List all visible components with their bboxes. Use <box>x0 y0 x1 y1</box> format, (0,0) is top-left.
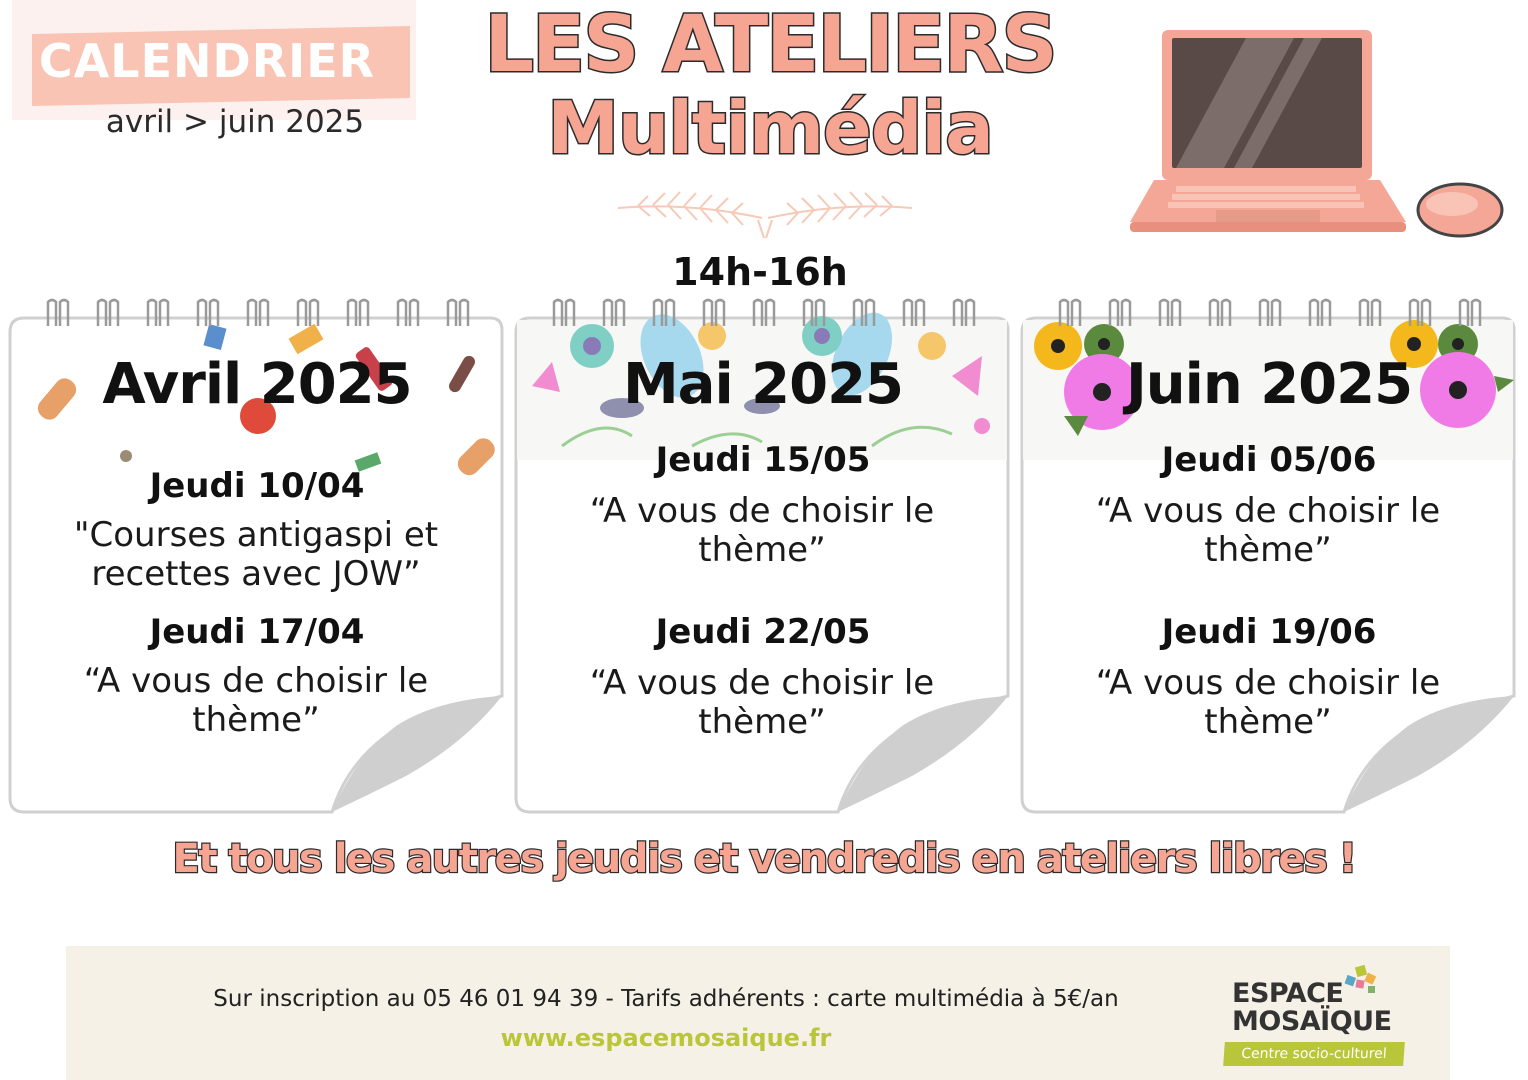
leaves-ornament-icon <box>618 188 912 248</box>
month-title: Mai 2025 <box>622 352 904 417</box>
mosaic-icon <box>1342 962 1382 998</box>
event-date: Jeudi 15/05 <box>655 440 871 480</box>
website-link[interactable]: www.espacemosaique.fr <box>500 1024 832 1052</box>
session-hours: 14h-16h <box>672 250 848 294</box>
espace-mosaique-logo <box>1224 962 1424 1062</box>
calendar-page-may <box>512 296 1014 816</box>
event-description: “A vous de choisir le thème” <box>589 663 935 742</box>
laptop-icon <box>1126 26 1506 240</box>
spiral-rings <box>512 296 1014 336</box>
month-title: Juin 2025 <box>1125 352 1413 417</box>
calendar-page-june <box>1018 296 1520 816</box>
page-title-line1: LES ATELIERS <box>484 0 1056 90</box>
spiral-rings <box>1018 296 1520 336</box>
spiral-rings <box>6 296 508 336</box>
event-date: Jeudi 22/05 <box>655 612 871 652</box>
registration-info: Sur inscription au 05 46 01 94 39 - Tarifs adhérents : carte multimédia à 5€/an <box>213 986 1119 1012</box>
calendar-page-april <box>6 296 508 816</box>
logo-tagline: Centre socio-culturel <box>1223 1042 1405 1066</box>
month-title: Avril 2025 <box>102 352 412 417</box>
logo-line2: MOSAÏQUE <box>1232 1006 1392 1037</box>
page-title-line2: Multimédia <box>547 86 993 170</box>
event-description: “A vous de choisir le thème” <box>1095 491 1441 570</box>
event-description: “A vous de choisir le thème” <box>589 491 935 570</box>
calendar-label: CALENDRIER <box>38 34 376 88</box>
event-date: Jeudi 10/04 <box>149 466 365 506</box>
event-description: “A vous de choisir le thème” <box>83 661 429 740</box>
event-date: Jeudi 19/06 <box>1161 612 1377 652</box>
event-date: Jeudi 17/04 <box>149 612 365 652</box>
tagline: Et tous les autres jeudis et vendredis en ateliers libres ! <box>172 836 1356 882</box>
event-description: “A vous de choisir le thème” <box>1095 663 1441 742</box>
logo-line1: ESPACE <box>1232 978 1344 1009</box>
event-description: "Courses antigaspi et recettes avec JOW” <box>73 515 439 594</box>
page-title <box>440 0 1100 170</box>
event-date: Jeudi 05/06 <box>1161 440 1377 480</box>
footer <box>66 946 1450 1080</box>
date-range: avril > juin 2025 <box>105 104 365 140</box>
